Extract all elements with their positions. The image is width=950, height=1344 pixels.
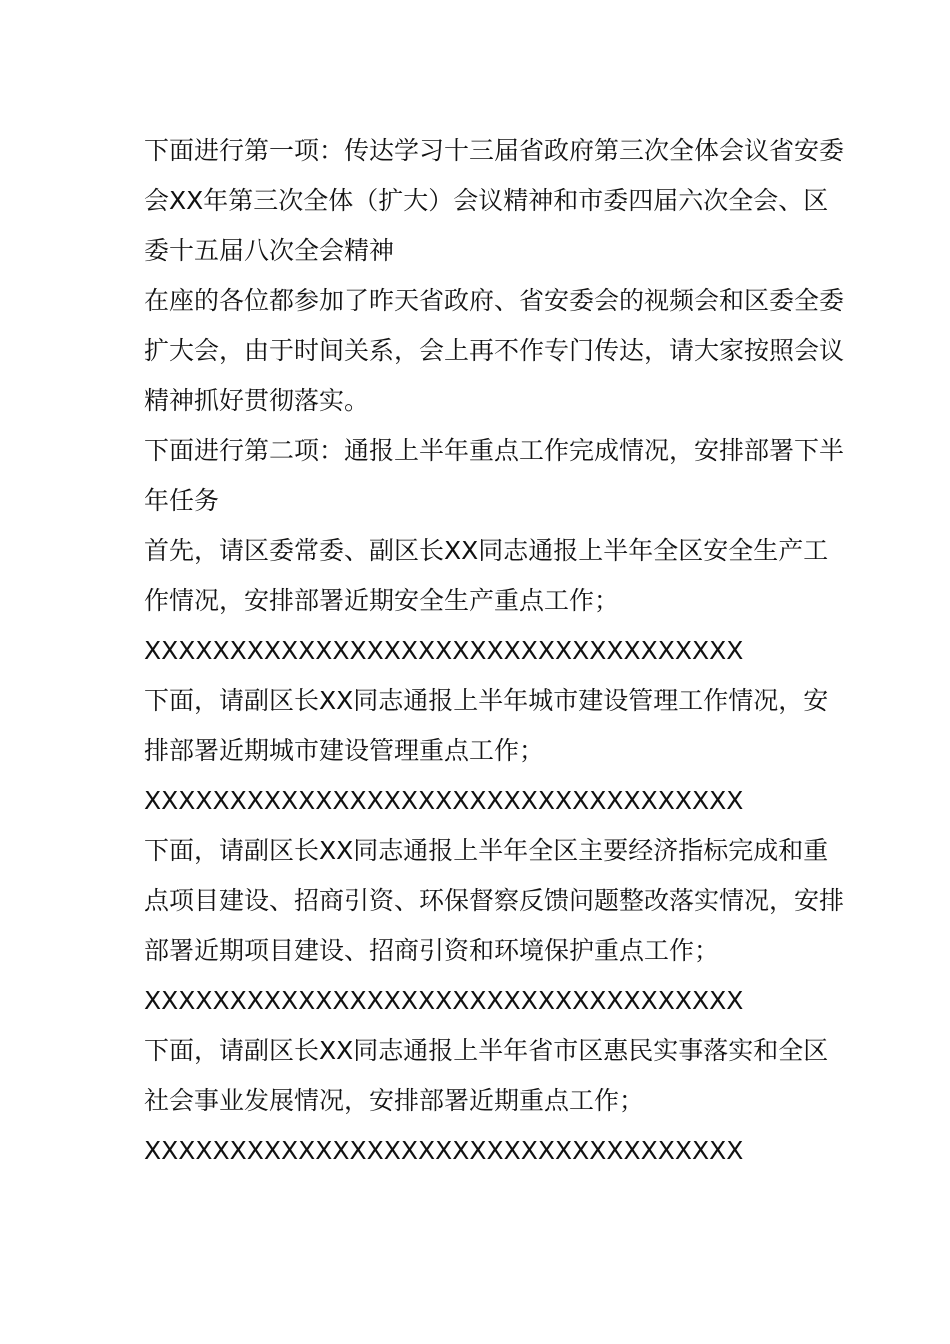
paragraph-item-1-heading: 下面进行第一项：传达学习十三届省政府第三次全体会议省安委会XX年第三次全体（扩大）会议精神和市委四届六次全会、区委十五届八次全会精神 [144, 136, 845, 265]
placeholder-line-3: XXXXXXXXXXXXXXXXXXXXXXXXXXXXXXXXXXX [144, 986, 744, 1015]
paragraph-safety-report: 首先，请区委常委、副区长XX同志通报上半年全区安全生产工作情况，安排部署近期安全生产重点工作； [144, 536, 829, 615]
paragraph-social-affairs: 下面，请副区长XX同志通报上半年省市区惠民实事落实和全区社会事业发展情况，安排部署近期重点工作； [144, 1036, 829, 1115]
paragraph-economic-indicators: 下面，请副区长XX同志通报上半年全区主要经济指标完成和重点项目建设、招商引资、环保督察反馈问题整改落实情况，安排部署近期项目建设、招商引资和环境保护重点工作； [144, 836, 845, 965]
placeholder-line-2: XXXXXXXXXXXXXXXXXXXXXXXXXXXXXXXXXXX [144, 786, 744, 815]
paragraph-item-2: 在座的各位都参加了昨天省政府、省安委会的视频会和区委全委扩大会，由于时间关系，会上再不作专门传达，请大家按照会议精神抓好贯彻落实。 [144, 286, 845, 415]
document-body [144, 126, 844, 1176]
placeholder-line-1: XXXXXXXXXXXXXXXXXXXXXXXXXXXXXXXXXXX [144, 636, 744, 665]
paragraph-urban-construction: 下面，请副区长XX同志通报上半年城市建设管理工作情况，安排部署近期城市建设管理重点工作； [144, 686, 829, 765]
placeholder-line-4: XXXXXXXXXXXXXXXXXXXXXXXXXXXXXXXXXXX [144, 1136, 744, 1165]
paragraph-item-2-heading: 下面进行第二项：通报上半年重点工作完成情况，安排部署下半年任务 [144, 436, 845, 515]
